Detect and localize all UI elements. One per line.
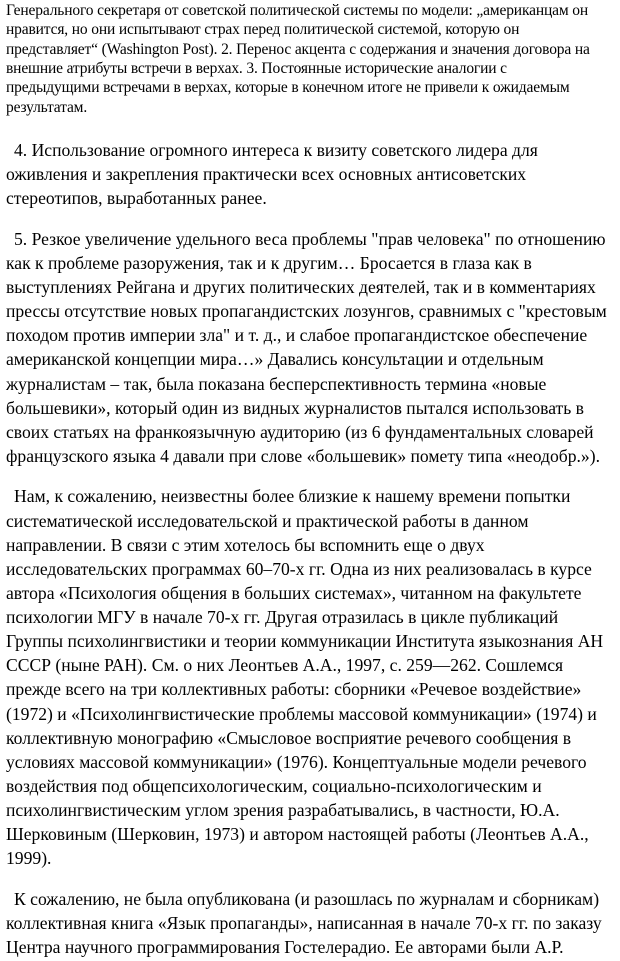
text-line: психолингвистическим углом зрения разрабатывались, в частности, Ю.А. <box>6 800 560 820</box>
text-line: коллективная книга «Язык пропаганды», написанная в начале 70-х гг. по заказу <box>6 912 602 933</box>
text-line: оживления и закрепления практически всех основных антисоветских <box>6 164 527 185</box>
text-line: исследовательских программах 60–70-х гг. Одна из них реализовалась в курсе <box>6 558 592 579</box>
text-line: выступлениях Рейгана и других политических деятелей, так и в комментариях <box>6 277 596 297</box>
text-line: нравится, но они испытывают страх перед политической системой, которую он <box>6 21 520 39</box>
text-line: американской концепции мира…» Давались консультации и отдельным <box>6 349 544 370</box>
text-line: прессы отсутствие новых пропагандистских лозунгов, сравнимых с "крестовым <box>6 301 607 322</box>
text-line: результатам. <box>6 98 88 116</box>
text-line: представляет“ (Washington Post). 2. Перенос акцента с содержания и значения договора на <box>6 40 590 58</box>
text-line: коллективную монографию «Смысловое восприятие речевого сообщения в <box>6 727 572 748</box>
text-line: Генерального секретаря от советской политической системы по модели: „американцам он <box>6 2 588 19</box>
text-line: 1999). <box>6 848 52 869</box>
text-line: психологии МГУ в начале 70-х гг. Другая отразилась в цикле публикаций <box>6 607 559 627</box>
text-line: систематической исследовательской и практической работы в данном <box>6 510 529 531</box>
text-line: (1972) и «Психолингвистические проблемы массовой коммуникации» (1974) и <box>6 703 597 724</box>
text-line: 4. Использование огромного интереса к визиту советского лидера для <box>14 140 538 160</box>
text-line: французского языка 4 давали при слове «большевик» помету типа «неодобр.»). <box>6 445 600 466</box>
text-line: большевики», который один из видных журналистов пытался использовать в <box>6 397 584 418</box>
text-line: условиях массовой коммуникации» (1976). Концептуальные модели речевого <box>6 751 587 772</box>
text-line: своих статьях на франкоязычную аудиторию (из 6 фундаментальных словарей <box>6 421 594 442</box>
text-line: Группы психолингвистики и теории коммуникации Института языкознания АН <box>6 631 604 652</box>
text-line: 5. Резкое увеличение удельного веса проблемы "прав человека" по отношению <box>14 228 606 249</box>
text-line: Шерковиным (Шерковин, 1973) и автором настоящей работы (Леонтьев А.А., <box>6 824 589 845</box>
text-line: направлении. В связи с этим хотелось бы вспомнить еще о двух <box>6 534 485 555</box>
text-line: стереотипов, выработанных ранее. <box>6 188 267 209</box>
text-line: как к проблеме разоружения, так и к другим… Бросается в глаза как в <box>6 252 532 273</box>
text-line: внешние атрибуты встречи в верхах. 3. Постоянные исторические аналогии с <box>6 59 507 77</box>
text-line: Центра научного программирования Гостелерадио. Ее авторами были А.Р. <box>6 937 564 957</box>
text-line: автора «Психология общения в больших системах», читанном на факультете <box>6 582 582 603</box>
text-line: К сожалению, не была опубликована (и разошлась по журналам и сборникам) <box>14 888 600 909</box>
text-line: походом против империи зла" и т. д., и слабое пропагандистское обеспечение <box>6 325 588 346</box>
text-line: предыдущими встречами в верхах, которые в конечном итоге не привели к ожидаемым <box>6 79 570 97</box>
text-line: Нам, к сожалению, неизвестны более близкие к нашему времени попытки <box>14 486 571 507</box>
text-line: журналистам – так, была показана бесперспективность термина «новые <box>6 373 547 394</box>
text-line: прежде всего на три коллективных работы: сборники «Речевое воздействие» <box>6 679 582 700</box>
text-line: СССР (ныне РАН). См. о них Леонтьев А.А., 1997, с. 259—262. Сошлемся <box>6 655 564 676</box>
text-line: воздействия под общепсихологическим, социально-психологическим и <box>6 775 542 796</box>
